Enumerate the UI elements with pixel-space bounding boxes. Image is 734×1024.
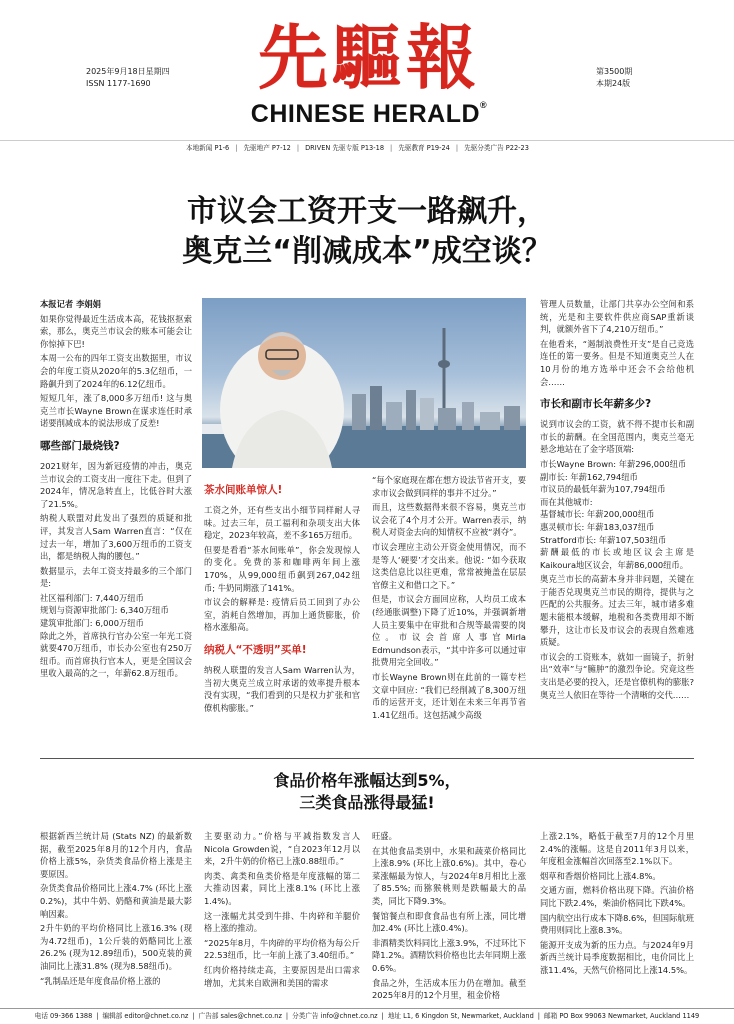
logo-chinese: 先驅報 <box>258 16 480 99</box>
masthead <box>0 0 734 140</box>
subheading: 茶水间账单惊人! <box>204 484 283 496</box>
food-headline: 食品价格年涨幅达到5%， 三类食品涨得最猛! <box>273 771 461 812</box>
footer-address: 地址 L1, 6 Kingdon St, Newmarket, Auckland <box>387 1012 534 1020</box>
page-count: 本期24版 <box>596 79 631 88</box>
section-index: 本地新闻 P1-6 | 先驱地产 P7-12 | DRIVEN 先驱专版 P13-18 | 先驱教育 P19-24 | 先驱分类广告 P22-23 <box>0 140 734 158</box>
logo-english: CHINESE HERALD® <box>250 100 488 128</box>
department-list: 社区福利部门: 7,440万纽币 规划与资源审批部门: 6,340万纽币 建筑审批部门: 6,000万纽币 <box>40 592 169 629</box>
food-column-4: 上涨2.1%，略低于截至7月的12个月里2.4%的涨幅。这是自2011年3月以来，年度租金涨幅首次回落至2.1%以下。 烟草和香烟价格同比上涨4.8%。 交通方面，燃料价格出现下降。汽油价格同比下跌2.4%，柴油价格同比下跌4%。 国内航空出行成本下降8.6%，但国际航班费用则同比上涨8.3%。 能源开支成为新的压力点。与2024年9月新西兰统计局季度数据相比，电价同比上涨11.4%，天然气价格同比上涨14.5%。 <box>540 831 694 975</box>
section-link[interactable]: 先驱教育 P19-24 <box>398 144 450 152</box>
main-headline: 市议会工资开支一路飙升， 奥克兰“削减成本”成空谈？ <box>182 194 552 269</box>
section-link[interactable]: DRIVEN 先驱专版 P13-18 <box>305 144 385 152</box>
section-divider <box>40 758 694 759</box>
issn: ISSN 1177-1690 <box>86 79 151 88</box>
byline: 本报记者 李娟娟 <box>40 299 101 309</box>
article-column-4: 管理人员数量，让部门共享办公空间和系统，光是和主要软件供应商SAP重新谈判，就额外省下了4,210万纽币。” 在他看来，“遏制浪费性开支”是自己竞选连任的第一要务。但是不知道奥克兰人在10月份的地方选举中还会不会给他机会…… 市长和副市长年薪多少? 说到市议会的工资，就不得不提市长和副市长的薪酬。在全国范围内，奥克兰毫无悬念地站在了金字塔顶端: 市长Wayne Brown: 年薪296,000纽币 副市长: 年薪162,794纽币 市议员的最低年薪为107,794纽币 而在其他城市: 基督城市长: 年薪200,000纽币 惠灵顿市长: 年薪183,037纽币 Stratford市长: 年薪107,503纽币 薪酬最低的市长或地区议会主席是Kaikoura地区议会，年薪86,000纽币。 奥克兰市长的高薪本身并非问题，关键在于能否兑现奥克兰市民的期待，提供与之匹配的公共服务。过去三年，城市诸多难题未能根本缓解，地税和各类费用却不断攀升，这让市长及市议会的表现自然难逃质疑。 市议会的工资账本，就如一面镜子，折射出“效率”与“臃肿”的激烈争论。究竟这些支出是必要的投入，还是官僚机构的膨胀? 奥克兰人依旧在等待一个清晰的交代…… <box>540 299 694 700</box>
section-link[interactable]: 先驱地产 P7-12 <box>243 144 291 152</box>
mayor-photo <box>202 298 526 468</box>
salary-list: 市长Wayne Brown: 年薪296,000纽币 副市长: 年薪162,794纽币 市议员的最低年薪为107,794纽币 而在其他城市: 基督城市长: 年薪200,000纽币 惠灵顿市长: 年薪183,037纽币 Stratford市长: 年薪107,503纽币 <box>540 458 687 545</box>
footer-sales-email[interactable]: 广告部 sales@chnet.co.nz <box>198 1012 282 1020</box>
footer-editor-email[interactable]: 编辑部 editor@chnet.co.nz <box>102 1012 189 1020</box>
issue-number: 第3500期 <box>596 67 633 76</box>
section-link[interactable]: 先驱分类广告 P22-23 <box>464 144 529 152</box>
subheading: 哪些部门最烧钱? <box>40 439 120 452</box>
article-column-1: 本报记者 李娟娟 如果你觉得最近生活成本高，花钱抠抠索索，那么，奥克兰市议会的账本可能会让你惊掉下巴! 本周一公布的四年工资支出数据里，市议会的年度工资从2020年的5.3亿纽币，一路飙升到了2024年的6.12亿纽币。 短短几年，涨了8,000多万纽币! 这与奥克兰市长Wayne Brown在谋求连任时承诺要削减成本的说法形成了反差! 哪些部门最烧钱? 2021财年，因为新冠疫情的冲击，奥克兰市议会的工资支出一度往下走。但到了2024年，情况急转直上，比低谷时大涨了21.5%。 纳税人联盟对此发出了强烈的质疑和批评，其发言人Sam Warren直言：“仅在过去一年，增加了3,600万纽币的工资支出，都是纳税人掏的腰包。” 数据显示，去年工资支持最多的三个部门是: 社区福利部门: 7,440万纽币 规划与资源审批部门: 6,340万纽币 建筑审批部门: 6,000万纽币 除此之外，首席执行官办公室一年光工资就要470万纽币，市长办公室也有250万纽币。而首席执行官本人，更是全国议会里收入最高的之一，年薪62.8万纽币。 <box>40 299 192 679</box>
registered-mark: ® <box>480 100 488 110</box>
footer-classified-email[interactable]: 分类广告 info@chnet.co.nz <box>292 1012 378 1020</box>
section-link[interactable]: 本地新闻 P1-6 <box>186 144 230 152</box>
footer-po-box: 邮箱 PO Box 99063 Newmarket, Auckland 1149 <box>544 1012 700 1020</box>
footer-contact-bar: 电话 09-366 1388 | 编辑部 editor@chnet.co.nz | 广告部 sales@chnet.co.nz | 分类广告 info@chnet.co.nz | 地址 L1, 6 Kingdon St, Newmarket, Auckland | 邮箱 PO Box 99063 Newmarket, Auckland 1149 <box>0 1008 734 1024</box>
subheading: 纳税人“不透明”买单! <box>204 643 307 656</box>
subheading: 市长和副市长年薪多少? <box>540 398 652 411</box>
article-column-3: “每个家庭现在都在想方设法节省开支，要求市议会做到同样的事并不过分。” 而且，这些数据得来很不容易，奥克兰市议会花了4个月才公开。Warren表示，纳税人对资金去向的知情权不应被“剥夺”。 市议会理应主动公开资金使用情况，而不是等人‘硬要’才交出来。他说: “如今获取这类信息比以往更难，常常被掩盖在层层官僚主义和借口之下。” 但是，市议会方面回应称，人均员工成本(经通胀调整)下降了近10%，并强调新增人员主要集中在审批和合规等最需要的岗位。市议会首席人事官Mirla Edmundson表示，“其中许多可以通过审批费用完全回收。” 市长Wayne Brown则在此前的一篇专栏文章中回应: “我们已经削减了8,300万纽币的运营开支，还计划在未来三年再节省1.41亿纽币。这包括减少高级 <box>372 475 526 720</box>
article-column-2: 茶水间账单惊人! 工资之外，还有些支出小细节同样耐人寻味。过去三年，员工福利和杂项支出大体稳定，2023年较高，差不多165万纽币。 但要是看看“茶水间账单”，你会发现惊人的变化。免费的茶和咖啡两年间上涨170%，从99,000纽币飙到267,042纽币; 牛奶同期涨了141%。 市议会的解释是: 疫情后员工回到了办公室，消耗自然增加，再加上通货膨胀，价格水涨船高。 纳税人“不透明”买单! 纳税人联盟的发言人Sam Warren认为，当初大奥克兰成立时承诺的效率提升根本没有实现，“我们看到的只是权力扩张和官僚机构膨胀。” <box>204 484 360 713</box>
issue-date-block <box>86 66 170 90</box>
footer-phone: 电话 09-366 1388 <box>34 1012 93 1020</box>
issue-date: 2025年9月18日星期四 <box>86 67 170 76</box>
food-column-1: 根据新西兰统计局 (Stats NZ) 的最新数据，截至2025年8月的12个月内，食品价格上涨5%，杂货类食品价格上涨是主要原因。 杂货类食品价格同比上涨4.7% (环比上涨0.2%)，其中牛奶、奶酪和黄油是最大影响因素。 2升牛奶的平均价格同比上涨16.3% (现为4.72纽币)，1公斤装的奶酪同比上涨26.2% (现为12.89纽币)，500克装的黄油同比上涨31.8% (现为8.58纽币)。 “乳制品还是年度食品价格上涨的 <box>40 831 192 986</box>
food-column-3: 旺盛。 在其他食品类别中，水果和蔬菜价格同比上涨8.9% (环比上涨0.6%)。其中，卷心菜涨幅最为惊人，与2024年8月相比上涨了85.5%; 而猕猴桃则是跌幅最大的品类，同比下降9.3%。 餐馆餐点和即食食品也有所上涨，同比增加2.4% (环比上涨0.4%)。 非酒精类饮料同比上涨3.9%，不过环比下降1.2%。酒精饮料价格也比去年同期上涨0.6%。 食品之外，生活成本压力仍在增加。截至2025年8月的12个月里，租金价格 <box>372 831 526 1001</box>
auckland-skyline-image <box>202 298 526 468</box>
food-column-2: 主要驱动力。”价格与平减指数发言人Nicola Growden说，“自2023年12月以来，2升牛奶的价格已上涨0.88纽币。” 肉类、禽类和鱼类价格是年度涨幅的第二大推动因素，同比上涨8.1% (环比上涨1.4%)。 这一涨幅尤其受到牛排、牛肉碎和羊腿价格上涨的推动。 “2025年8月，牛肉碎的平均价格为每公斤22.53纽币，比一年前上涨了3.40纽币。” 红肉价格持续走高，主要原因是出口需求增加，尤其来自欧洲和美国的需求 <box>204 831 360 988</box>
issue-number-block <box>596 66 632 90</box>
